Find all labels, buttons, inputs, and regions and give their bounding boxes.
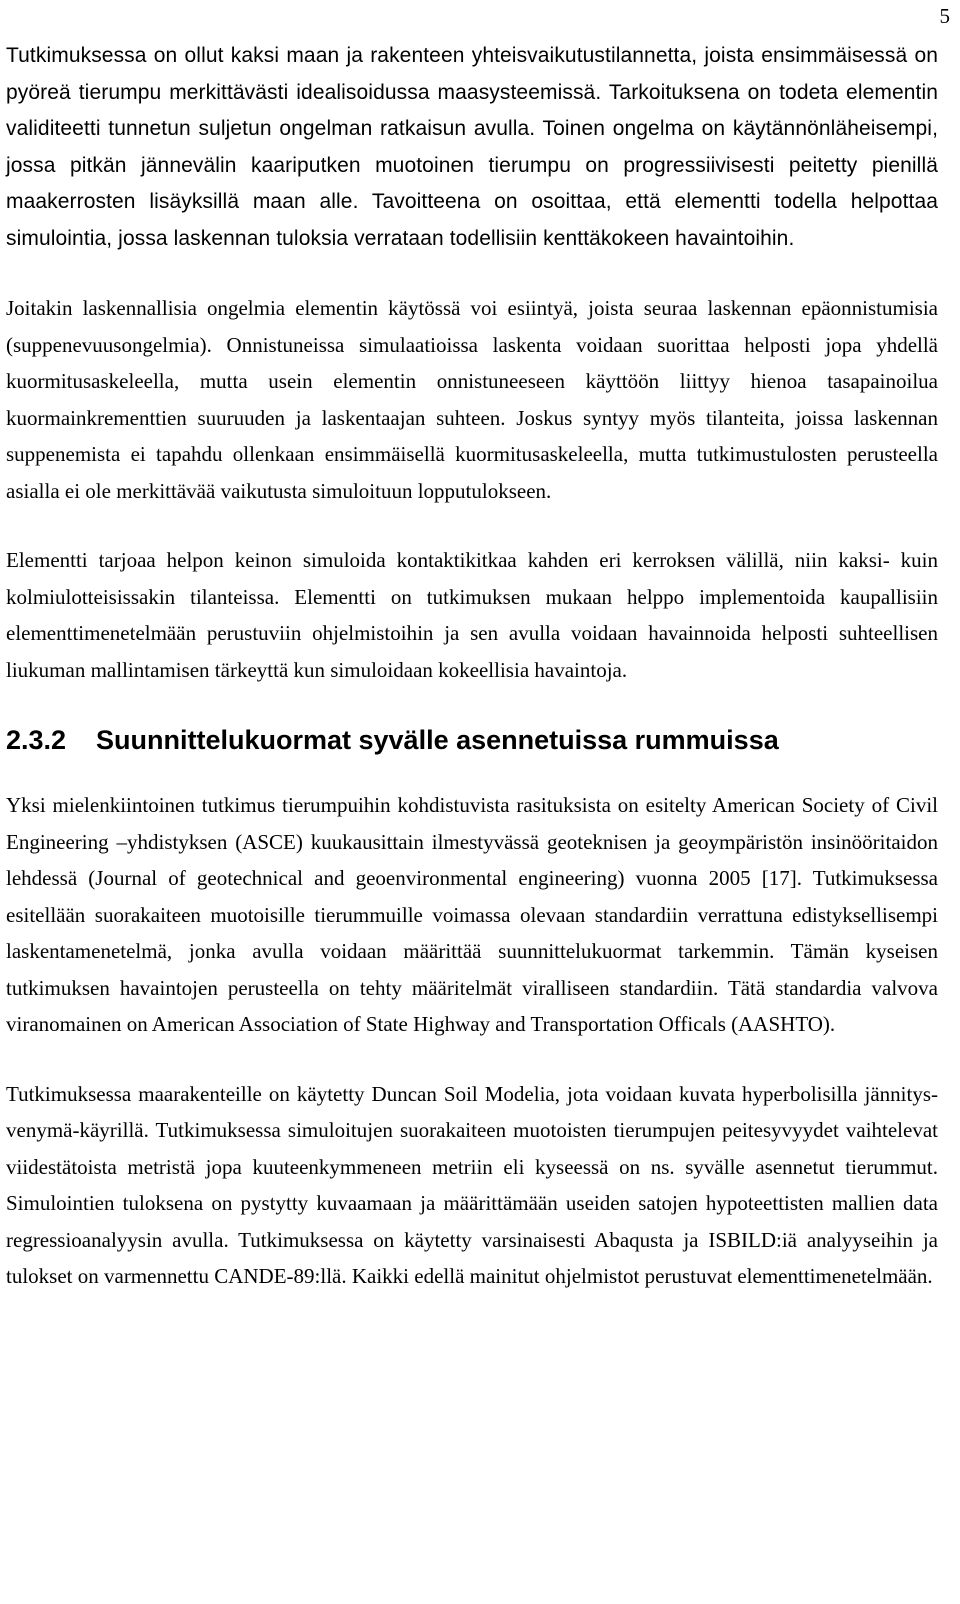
section-heading	[6, 724, 938, 756]
paragraph-1: Tutkimuksessa on ollut kaksi maan ja rakenteen yhteisvaikutustilannetta, joista ensimmäisessä on pyöreä tierumpu merkittävästi idealisoidussa maasysteemissä. Tarkoituksena on todeta elementin validiteetti tunnetun suljetun ongelman ratkaisun avulla. Toinen ongelma on käytännönläheisempi, jossa pitkän jännevälin kaariputken muotoinen tierumpu on progressiivisesti peitetty pienillä maakerrosten lisäyksillä maan alle. Tavoitteena on osoittaa, että elementti todella helpottaa simulointia, jossa laskennan tuloksia verrataan todellisiin kenttäkokeen havaintoihin.	[6, 44, 938, 250]
section-title: Suunnittelukuormat syvälle asennetuissa rummuissa	[96, 725, 779, 755]
paragraph-5: Tutkimuksessa maarakenteille on käytetty Duncan Soil Modelia, jota voidaan kuvata hyperbolisilla jännitys-venymä-käyrillä. Tutkimuksessa simuloitujen suorakaiteen muotoisten tierumpujen peitesyvyydet vaihtelevat viidestätoista metristä jopa kuuteenkymmeneen metriin eli kyseessä on ns. syvälle asennetut tierummut. Simulointien tuloksena on pystytty kuvaamaan ja määrittämään useiden satojen hypoteettisten mallien data regressioanalyysin avulla. Tutkimuksessa on käytetty varsinaisesti Abaqusta ja ISBILD:iä analyyseihin ja tulokset on varmennettu CANDE-89:llä. Kaikki edellä mainitut ohjelmistot perustuvat elementtimenetelmään.	[6, 1081, 938, 1288]
paragraph-4: Yksi mielenkiintoinen tutkimus tierumpuihin kohdistuvista rasituksista on esitelty American Society of Civil Engineering –yhdistyksen (ASCE) kuukausittain ilmestyvässä geoteknisen ja geoympäristön insinööritaidon lehdessä (Journal of geotechnical and geoenvironmental engineering) vuonna 2005 [17]. Tutkimuksessa esitellään suorakaiteen muotoisille tierummuille voimassa olevaan standardiin verrattuna edistyksellisempi laskentamenetelmä, jonka avulla voidaan määrittää suunnittelukuormat tarkemmin. Tämän kyseisen tutkimuksen havaintojen perusteella on tehty määritelmät viralliseen standardiin. Tätä standardia valvova viranomainen on American Association of State Highway and Transportation Officals (AASHTO).	[6, 793, 938, 1036]
paragraph-3: Elementti tarjoaa helpon keinon simuloida kontaktikitkaa kahden eri kerroksen välillä, niin kaksi- kuin kolmiulotteisissakin tilanteissa. Elementti on tutkimuksen mukaan helppo implementoida kaupallisiin elementtimenetelmään perustuviin ohjelmistoihin ja sen avulla voidaan havainnoida helposti suhteellisen liukuman mallintamisen tärkeyttä kun simuloidaan kokeellisia havaintoja.	[6, 548, 938, 682]
page-number: 5	[939, 4, 950, 28]
paragraph-2: Joitakin laskennallisia ongelmia elementin käytössä voi esiintyä, joista seuraa laskennan epäonnistumisia (suppenevuusongelmia). Onnistuneissa simulaatioissa laskenta voidaan suorittaa helposti jopa yhdellä kuormitusaskeleella, mutta usein elementin onnistuneeseen käyttöön liittyy hienoa tasapainoilua kuormainkrementtien suuruuden ja laskentaajan suhteen. Joskus syntyy myös tilanteita, joissa laskennan suppenemista ei tapahdu ollenkaan ensimmäisellä kuormitusaskeleella, mutta tutkimustulosten perusteella asialla ei ole merkittävää vaikutusta simuloituun lopputulokseen.	[6, 296, 938, 503]
section-number: 2.3.2	[6, 725, 67, 755]
document-body	[6, 38, 938, 1295]
